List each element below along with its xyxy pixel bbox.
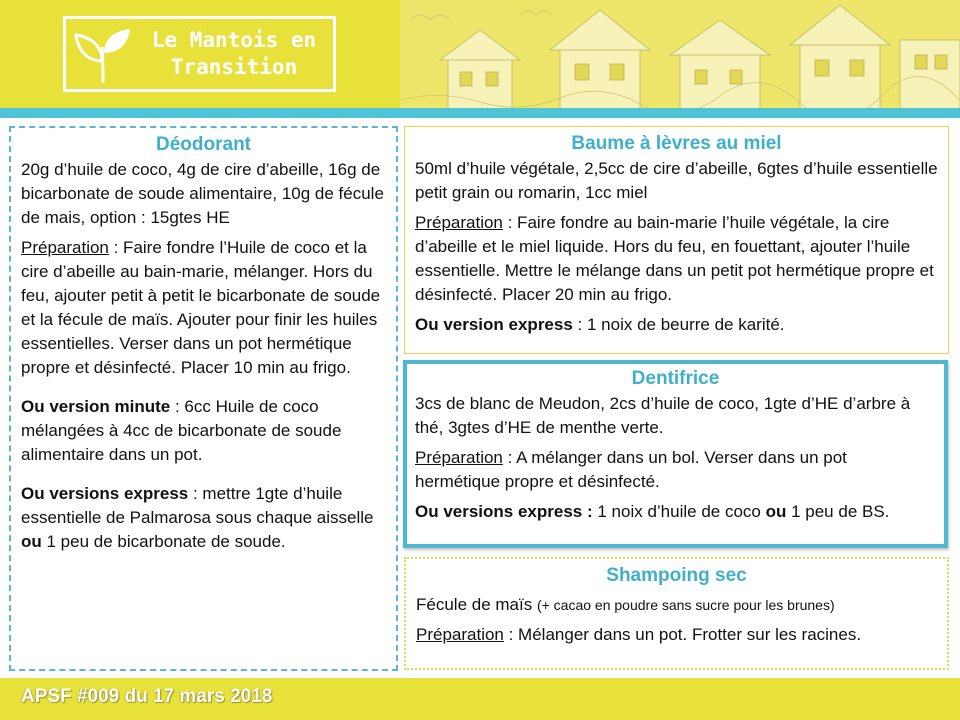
header-banner [0, 0, 960, 112]
dentifrice-title: Dentifrice [631, 368, 720, 389]
shampoing-ingredients [416, 593, 937, 617]
footer-bar [0, 678, 960, 720]
baume-express-label: Ou version express [415, 315, 573, 334]
dentifrice-express-text-a: 1 noix d’huile de coco [592, 502, 766, 521]
shampoing-card [404, 557, 949, 670]
leaf-icon [74, 27, 132, 85]
dentifrice-prep-label: Préparation [415, 448, 503, 467]
baume-express-text: : 1 noix de beurre de karité. [572, 315, 785, 334]
baume-preparation [415, 211, 938, 307]
shampoing-preparation [416, 623, 937, 647]
deodorant-preparation [21, 236, 386, 380]
shampoing-ingredients-text: Fécule de maïs [416, 595, 537, 614]
shampoing-prep-text: : Mélanger dans un pot. Frotter sur les racines. [503, 625, 862, 644]
dentifrice-prep-text: : A mélanger dans un bol. Verser dans un pot hermétique propre et désinfecté. [415, 448, 847, 491]
dentifrice-preparation [415, 446, 936, 494]
logo-line-2: Transition [170, 55, 298, 79]
baume-title: Baume à lèvres au miel [571, 133, 782, 154]
baume-express [415, 313, 938, 337]
deodorant-express [21, 482, 386, 554]
shampoing-ingredients-note: (+ cacao en poudre sans sucre pour les brunes) [536, 597, 835, 613]
footer-text: APSF #009 du 17 mars 2018 [21, 686, 273, 707]
deodorant-minute-label: Ou version minute [21, 397, 171, 416]
deodorant-card [9, 126, 398, 671]
dentifrice-card [403, 360, 948, 548]
dentifrice-express-text-b: 1 peu de BS. [786, 502, 890, 521]
baume-ingredients: 50ml d’huile végétale, 2,5cc de cire d’abeille, 6gtes d’huile essentielle petit grain ou romarin, 1cc miel [415, 159, 938, 202]
dentifrice-express-label: Ou versions express : [415, 502, 593, 521]
deodorant-express-text-b: 1 peu de bicarbonate de soude. [41, 532, 286, 551]
logo[interactable] [63, 16, 336, 92]
deodorant-express-label: Ou versions express [21, 484, 189, 503]
deodorant-prep-text: : Faire fondre l’Huile de coco et la cire d’abeille au bain-marie, mélanger. Hors du feu, ajouter petit à petit le bicarbonate de soude et la fécule de maïs. Ajouter pour finir les huiles essentielles. Verser dans un pot hermétique propre et désinfecté. Placer 10 min au frigo. [21, 238, 381, 377]
dentifrice-express-ou: ou [765, 502, 787, 521]
deodorant-minute [21, 395, 386, 467]
deodorant-minute-text: : 6cc Huile de coco mélangées à 4cc de bicarbonate de soude alimentaire dans un pot. [21, 397, 342, 464]
deodorant-prep-label: Préparation [21, 238, 109, 257]
logo-line-1: Le Mantois en [151, 28, 317, 52]
deodorant-ingredients: 20g d’huile de coco, 4g de cire d’abeille, 16g de bicarbonate de soude alimentaire, 10g de fécule de mais, option : 15gtes HE [21, 160, 384, 227]
deodorant-express-text-a: : mettre 1gte d’huile essentielle de Palmarosa sous chaque aisselle [21, 484, 374, 527]
dentifrice-ingredients: 3cs de blanc de Meudon, 2cs d’huile de coco, 1gte d’HE d’arbre à thé, 3gtes d’HE de menthe verte. [415, 394, 911, 437]
baume-card [404, 126, 949, 354]
dentifrice-express [415, 500, 936, 524]
logo-text [136, 27, 332, 81]
header-divider [0, 108, 960, 118]
deodorant-express-ou: ou [21, 532, 42, 551]
baume-prep-text: : Faire fondre au bain-marie l’huile végétale, la cire d’abeille et le miel liquide. Hors du feu, en fouettant, ajouter l’huile essentielle. Mettre le mélange dans un petit pot hermétique propre et désinfecté. Placer 20 min au frigo. [415, 213, 934, 304]
shampoing-title: Shampoing sec [606, 565, 747, 586]
shampoing-prep-label: Préparation [416, 625, 504, 644]
deodorant-title: Déodorant [156, 134, 251, 155]
baume-prep-label: Préparation [415, 213, 503, 232]
village-sketch-illustration [400, 0, 960, 112]
